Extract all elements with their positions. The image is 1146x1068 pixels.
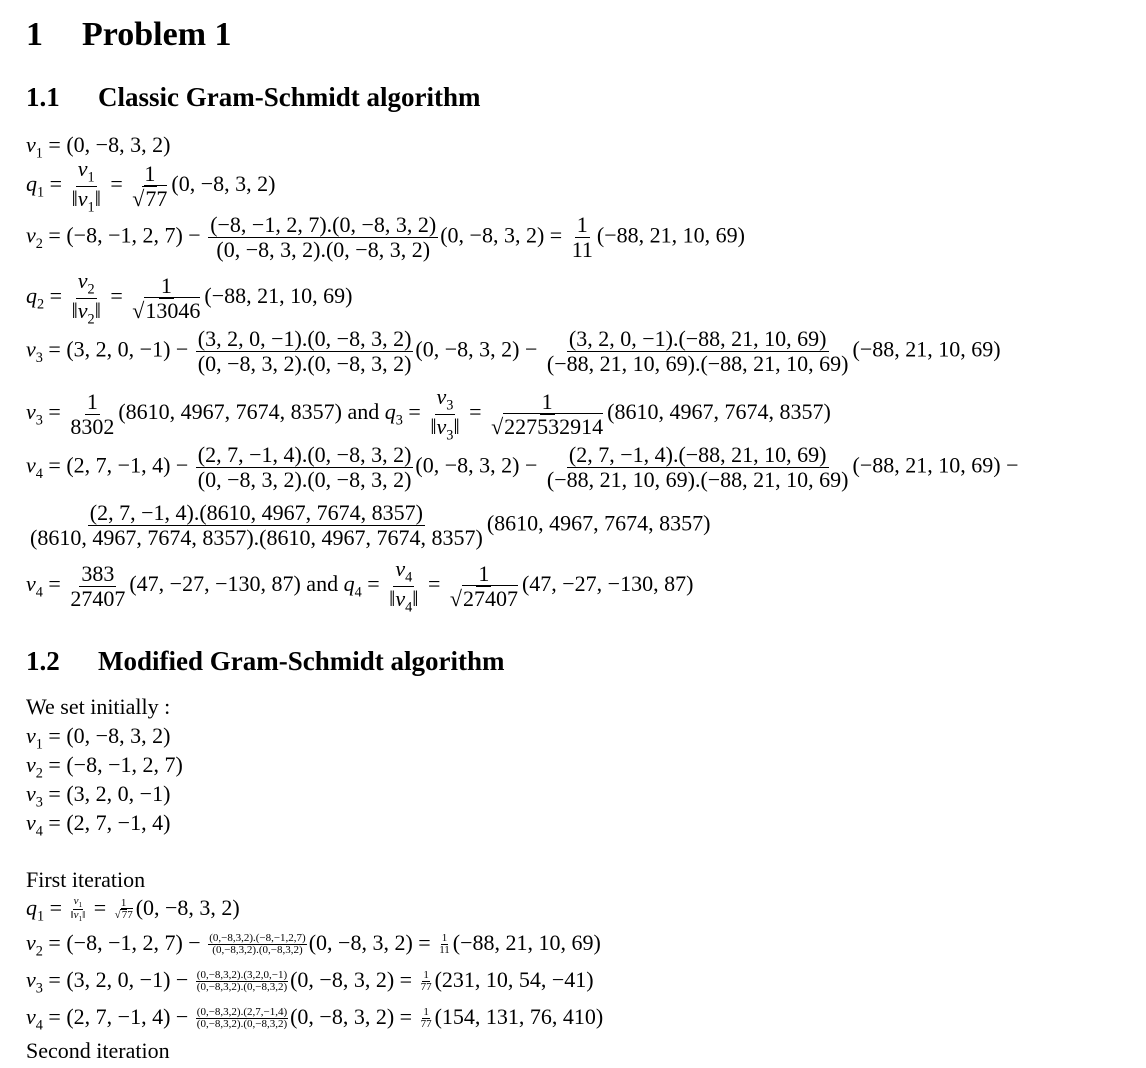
subsection-title-text: Modified Gram-Schmidt algorithm bbox=[98, 646, 505, 676]
mgs-initial-v3: $v_3 = (3$, 2, 0, −1) bbox=[26, 781, 171, 811]
subsection-number: 1.1 bbox=[26, 82, 60, 112]
cgs-v4-q4: $v_4$ = $\frac{383}{27407}$ (47, −27, −130, 87) and $q_4$ = $\frac{v_4}{‖v_4‖}$ = $\frac{1}{√27407}$ (47, −27, −130, 87) bbox=[26, 556, 694, 616]
mgs-v3: $v_3 = (3$, 2, 0, −1) − $\frac{(0,-8,3,2).(3,2,0,-1)}{(0,-8,3,2).(0,-8,3,2)}$ (0, −8, 3, 2) = $\frac{1}{77}$ (231, 10, 54, −41) bbox=[26, 967, 594, 997]
cgs-v1: $v_1 = (0$, −8, 3, 2) bbox=[26, 132, 171, 162]
subsection-title-text: Classic Gram-Schmidt algorithm bbox=[98, 82, 481, 112]
mgs-initial-v4: $v_4 = (2$, 7, −1, 4) bbox=[26, 810, 171, 840]
intro-text: We set initially : bbox=[26, 694, 171, 719]
subsection-title-modified bbox=[26, 646, 504, 677]
mgs-initial-v1: $v_1 = (0$, −8, 3, 2) bbox=[26, 723, 171, 753]
section-title-text: Problem 1 bbox=[82, 16, 232, 53]
cgs-q1: $q_1$ = $\frac{v_1}{‖v_1‖}$ = $\frac{1}{√77}$ (0, −8, 3, 2) bbox=[26, 156, 276, 216]
section-title bbox=[26, 16, 232, 54]
cgs-v3-q3: $v_3$ = $\frac{1}{8302}$ (8610, 4967, 7674, 8357) and $q_3$ = $\frac{v_3}{‖v_3‖}$ = $\frac{1}{√227532914}$ (8610, 4967, 7674, 8357) bbox=[26, 384, 831, 444]
section-number: 1 bbox=[26, 16, 43, 53]
mgs-v4: $v_4 = (2$, 7, −1, 4) − $\frac{(0,-8,3,2).(2,7,-1,4)}{(0,-8,3,2).(0,-8,3,2)}$ (0, −8, 3, 2) = $\frac{1}{77}$ (154, 131, 76, 410) bbox=[26, 1004, 604, 1034]
mgs-v2: $v_2 = (-8$, −1, 2, 7) − $\frac{(0,-8,3,2).(-8,-1,2,7)}{(0,-8,3,2).(0,-8,3,2)}$ (0, −8, 3, 2) = $\frac{1}{11}$ (−88, 21, 10, 69) bbox=[26, 930, 601, 960]
cgs-v2: $v_2 = (-8$, −1, 2, 7) − $\frac{(-8, -1, 2, 7).(0, -8, 3, 2)}{(0, -8, 3, 2).(0, -8, 3, 2)}$ (0, −8, 3, 2) = $\frac{1}{11}$ (−88, 21, 10, 69) bbox=[26, 212, 745, 262]
second-iteration-label: Second iteration bbox=[26, 1038, 170, 1063]
mgs-q1: $q_1$ = $\frac{v_1}{‖v_1‖}$ = $\frac{1}{√77}$ (0, −8, 3, 2) bbox=[26, 894, 240, 925]
cgs-v3: $v_3 = (3$, 2, 0, −1) − $\frac{(3, 2, 0, -1).(0, -8, 3, 2)}{(0, -8, 3, 2).(0, -8, 3, 2)}$ (0, −8, 3, 2) − $\frac{(3, 2, 0, -1).(-88, 21, 10, 69)}{(-88, 21, 10, 69).(-88, 21, 10, 69)}$ (−88, 21, 10, 69) bbox=[26, 326, 1001, 376]
subsection-number: 1.2 bbox=[26, 646, 60, 676]
cgs-v4: $v_4 = (2$, 7, −1, 4) − $\frac{(2, 7, -1, 4).(0, -8, 3, 2)}{(0, -8, 3, 2).(0, -8, 3, 2)}$ (0, −8, 3, 2) − $\frac{(2, 7, -1, 4).(-88, 21, 10, 69)}{(-88, 21, 10, 69).(-88, 21, 10, 69)}$ (−88, 21, 10, 69) − bbox=[26, 442, 1019, 492]
cgs-v4-continued: $\frac{(2, 7, -1, 4).(8610, 4967, 7674, 8357)}{(8610, 4967, 7674, 8357).(8610, 4967, 7674, 8357)}$ (8610, 4967, 7674, 8357) bbox=[30, 500, 711, 550]
first-iteration-label: First iteration bbox=[26, 867, 146, 892]
cgs-q2: $q_2$ = $\frac{v_2}{‖v_2‖}$ = $\frac{1}{√13046}$ (−88, 21, 10, 69) bbox=[26, 268, 353, 328]
subsection-title-classic bbox=[26, 82, 480, 113]
mgs-initial-v2: $v_2 = (-8$, −1, 2, 7) bbox=[26, 752, 183, 782]
